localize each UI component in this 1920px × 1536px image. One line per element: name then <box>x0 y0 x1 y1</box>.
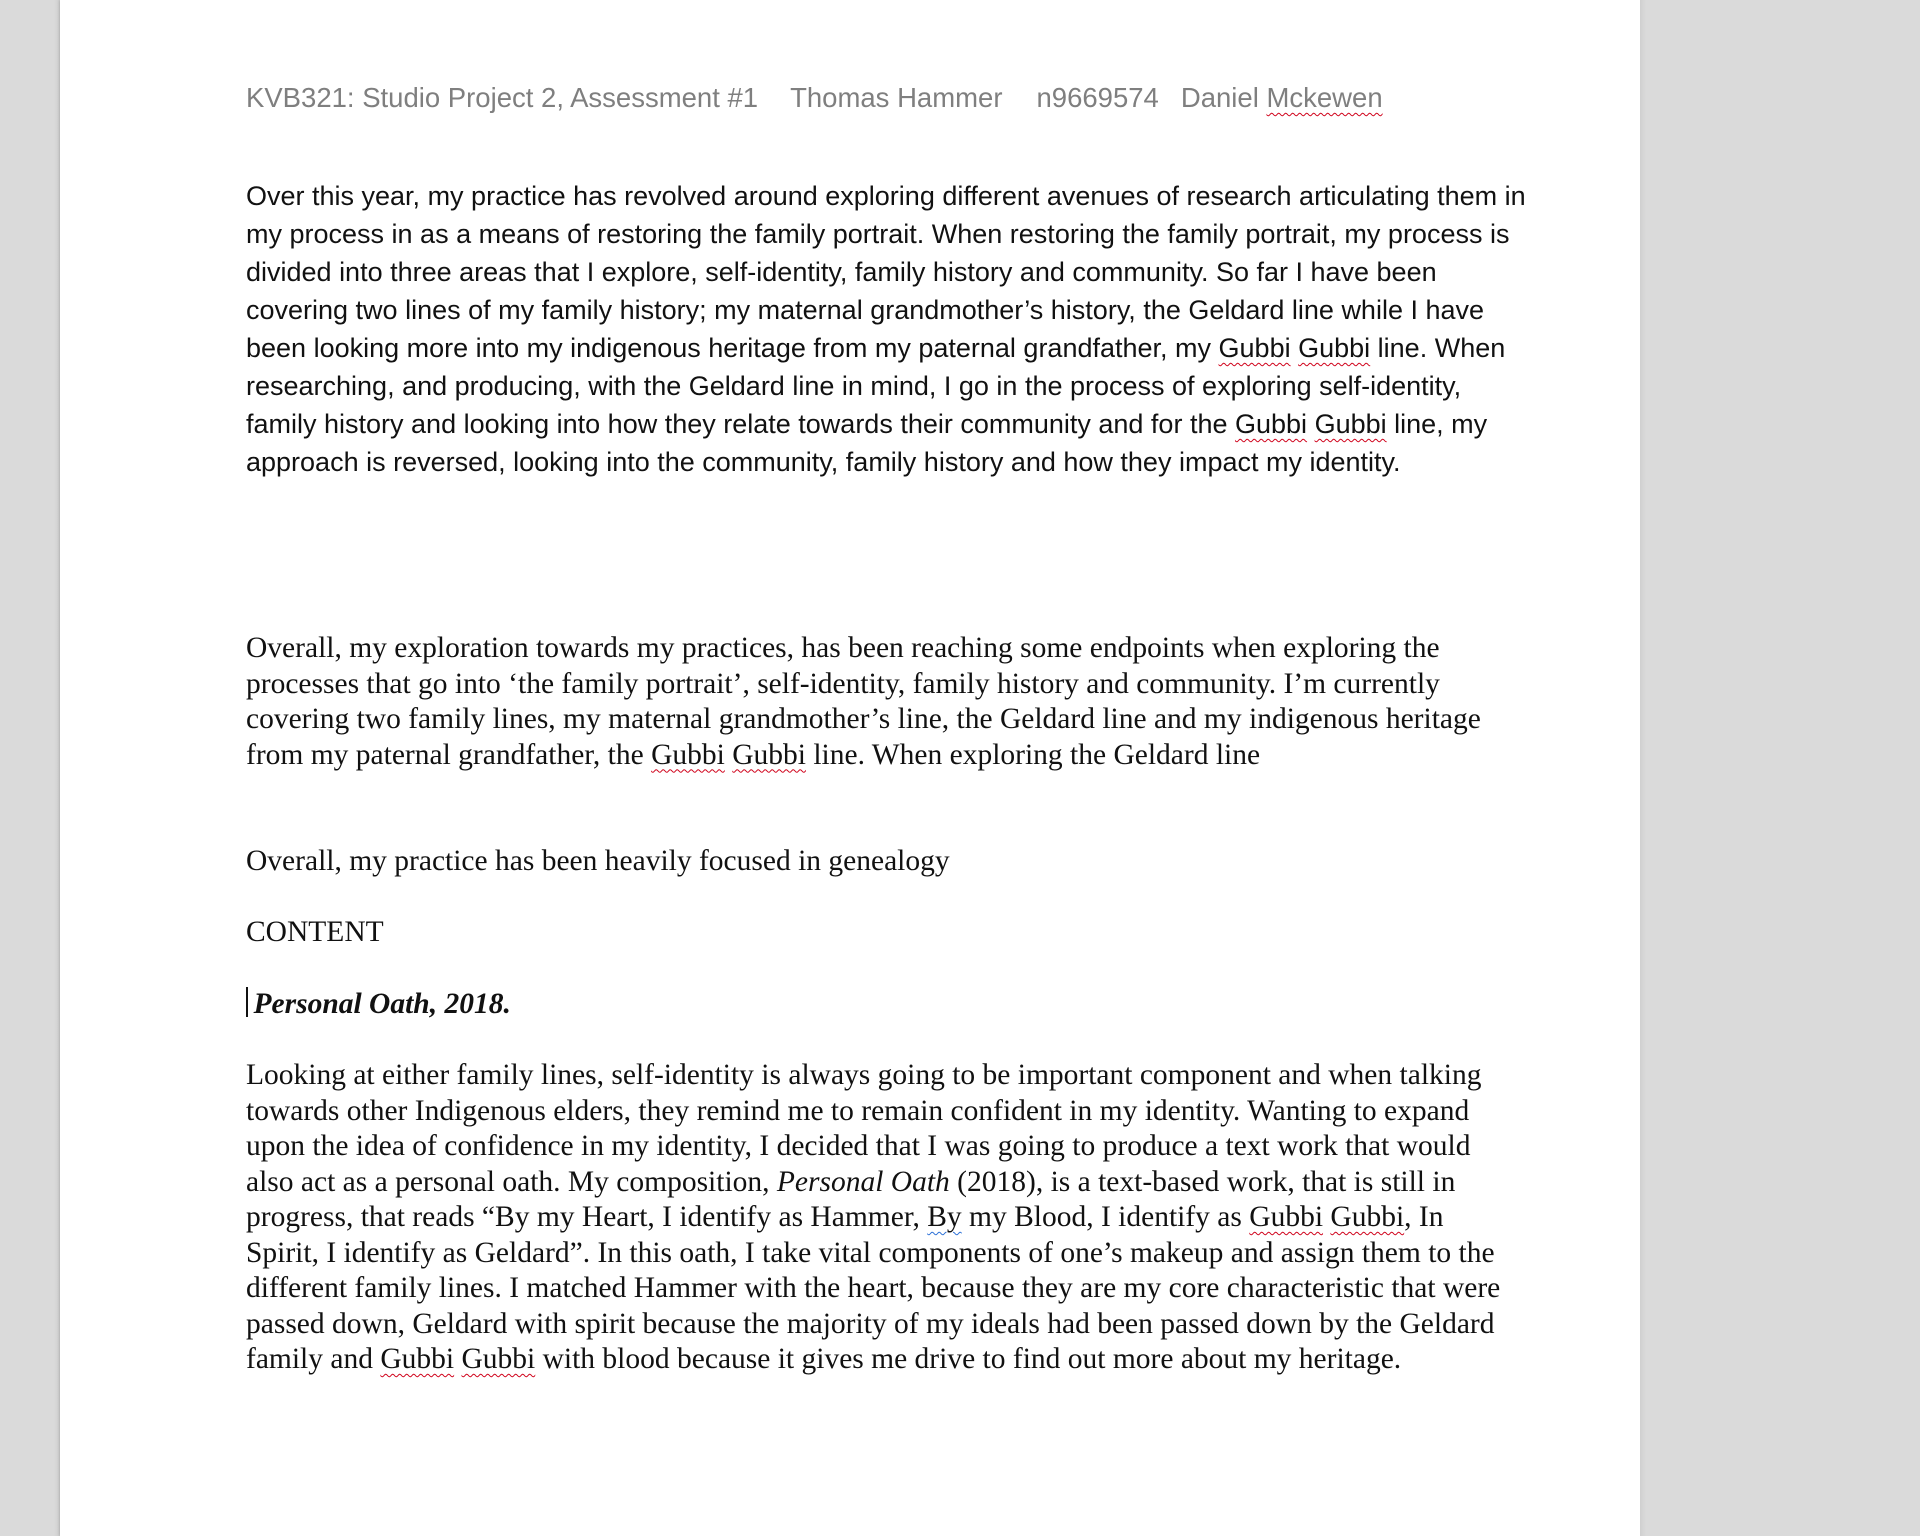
work-title-line[interactable] <box>246 987 1516 1023</box>
misspelled-word: Gubbi <box>1234 409 1308 439</box>
paragraph-genealogy[interactable]: Overall, my practice has been heavily focused in genealogy <box>246 845 950 877</box>
misspelled-word: Gubbi <box>1298 333 1371 363</box>
header-tutor-first: Daniel <box>1180 82 1259 113</box>
text-run: Over this year, my practice has revolved around exploring different avenues of research articulating them in my process in as a means of restoring the family portrait. When restoring the family portrait, my process is divided into three areas that I explore, self-identity, family history and community. So far I have been covering two lines of my family history; my maternal grandmother’s history, the Geldard line while I have been looking more into my indigenous heritage from my paternal grandfather, my <box>246 181 1526 363</box>
misspelled-word: Gubbi <box>1330 1201 1405 1233</box>
page-header[interactable] <box>246 82 1383 114</box>
paragraph-intro[interactable] <box>246 177 1526 481</box>
heading-content[interactable]: CONTENT <box>246 916 384 948</box>
text-run: line. When exploring the Geldard line <box>805 738 1261 771</box>
paragraph-overall-exploration[interactable] <box>246 631 1516 773</box>
work-title: Personal Oath, 2018. <box>253 988 511 1020</box>
header-student-name: Thomas Hammer <box>790 82 1003 113</box>
italic-title: Personal Oath <box>776 1165 950 1198</box>
header-student-id: n9669574 <box>1036 82 1159 113</box>
paragraph-personal-oath[interactable] <box>246 1058 1516 1378</box>
header-tutor-last: Mckewen <box>1266 82 1383 113</box>
misspelled-word: Gubbi <box>380 1343 455 1375</box>
text-cursor <box>246 987 248 1017</box>
misspelled-word: Gubbi <box>461 1343 536 1375</box>
misspelled-word: Gubbi <box>651 738 725 771</box>
text-run: with blood because it gives me drive to find out more about my heritage. <box>535 1343 1402 1375</box>
text-run: line. When researching, and producing, with the Geldard line in mind, I go in the process of exploring self-identity, family history and looking into how they relate towards their community and for the <box>246 333 1506 439</box>
header-tutor <box>1181 82 1383 114</box>
misspelled-word: Gubbi <box>1249 1201 1324 1233</box>
misspelled-word: Gubbi <box>732 738 806 771</box>
text-run: (2018), is a text-based work, that is still in progress, that reads “By my Heart, I identify as Hammer, <box>246 1165 1456 1233</box>
text-run: Overall, my exploration towards my practices, has been reaching some endpoints when exploring the processes that go into ‘the family portrait’, self-identity, family history and community. I’m currently covering two family lines, my maternal grandmother’s line, the Geldard line and my indigenous heritage from my paternal grandfather, the <box>246 632 1481 771</box>
misspelled-word: Gubbi <box>1218 333 1291 363</box>
header-course: KVB321: Studio Project 2, Assessment #1 <box>246 82 759 113</box>
text-run: my Blood, I identify as <box>961 1201 1250 1233</box>
text-run: line, my approach is reversed, looking into the community, family history and how they impact my identity. <box>246 409 1488 477</box>
misspelled-word: Gubbi <box>1314 409 1387 439</box>
text-run: , In Spirit, I identify as Geldard”. In this oath, I take vital components of one’s makeup and assign them to the different family lines. I matched Hammer with the heart, because they are my core characteristic that were passed down, Geldard with spirit because the majority of my ideals had been passed down by the Geldard family and <box>246 1201 1501 1375</box>
window-right-margin <box>1640 0 1920 1536</box>
text-run: Looking at either family lines, self-identity is always going to be important component and when talking towards other Indigenous elders, they remind me to remain confident in my identity. Wanting to expand upon the idea of confidence in my identity, I decided that I was going to produce a text work that would also act as a personal oath. My composition, <box>246 1059 1482 1198</box>
document-page[interactable] <box>60 0 1640 1536</box>
grammar-flagged-word: By <box>927 1201 962 1233</box>
window-left-margin <box>0 0 60 1536</box>
